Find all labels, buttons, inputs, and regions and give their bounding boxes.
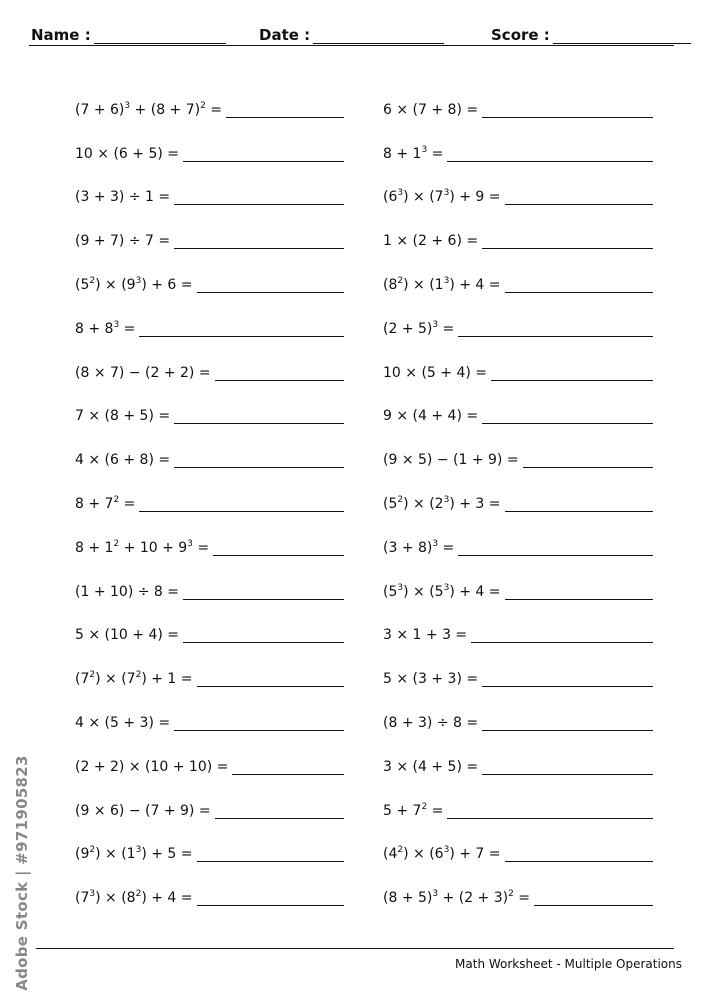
- problem-column-right: [383, 75, 653, 907]
- answer-blank[interactable]: [197, 891, 345, 906]
- problem-expression: $(4^2) \times (6^3) + 7$ =: [383, 845, 501, 863]
- answer-blank[interactable]: [183, 628, 344, 643]
- problem-expression: (9 × 5) − (1 + 9) =: [383, 452, 519, 469]
- problem-expression: 5 × (3 + 3) =: [383, 671, 479, 688]
- problem-row: [383, 294, 653, 338]
- answer-blank[interactable]: [523, 453, 653, 468]
- problem-row: [383, 732, 653, 776]
- problem-expression: 9 × (4 + 4) =: [383, 408, 479, 425]
- answer-blank[interactable]: [505, 847, 654, 862]
- footer-divider: [36, 948, 674, 949]
- problem-expression: $(5^3) \times (5^3) + 4$ =: [383, 582, 501, 600]
- problem-expression: 10 × (6 + 5) =: [75, 145, 179, 162]
- problem-expression: (9 × 6) − (7 + 9) =: [75, 802, 211, 819]
- problem-row: [75, 644, 344, 688]
- problem-expression: 3 × 1 + 3 =: [383, 627, 468, 644]
- answer-blank[interactable]: [174, 190, 344, 205]
- problem-row: [383, 425, 653, 469]
- answer-blank[interactable]: [482, 103, 653, 118]
- problem-row: [383, 820, 653, 864]
- answer-blank[interactable]: [482, 716, 653, 731]
- score-field: [491, 22, 691, 44]
- problem-expression: $(2 + 5)^3$ =: [383, 319, 455, 337]
- problem-expression: $(8 + 5)^3 + (2 + 3)^2$ =: [383, 889, 531, 907]
- answer-blank[interactable]: [197, 847, 345, 862]
- answer-blank[interactable]: [505, 585, 654, 600]
- problem-row: [75, 469, 344, 513]
- header-divider: [29, 45, 674, 46]
- problem-expression: (3 + 3) ÷ 1 =: [75, 189, 171, 206]
- problem-row: [75, 382, 344, 426]
- footer-title: Math Worksheet - Multiple Operations: [455, 957, 682, 971]
- answer-blank[interactable]: [482, 409, 653, 424]
- problem-row: [75, 250, 344, 294]
- problem-expression: 3 × (4 + 5) =: [383, 758, 479, 775]
- problem-expression: $(7^2) \times (7^2) + 1$ =: [75, 670, 193, 688]
- problem-row: [75, 294, 344, 338]
- problem-row: [383, 75, 653, 119]
- problem-row: [75, 732, 344, 776]
- watermark: [8, 755, 36, 991]
- answer-blank[interactable]: [232, 760, 344, 775]
- answer-blank[interactable]: [505, 190, 654, 205]
- problem-expression: 10 × (5 + 4) =: [383, 364, 487, 381]
- problem-row: [75, 776, 344, 820]
- problem-expression: $(7 + 6)^3 + (8 + 7)^2$ =: [75, 100, 223, 118]
- problem-row: [383, 644, 653, 688]
- problem-expression: 4 × (6 + 8) =: [75, 452, 171, 469]
- problem-expression: $(5^2) \times (9^3) + 6$ =: [75, 275, 193, 293]
- answer-blank[interactable]: [197, 672, 345, 687]
- answer-blank[interactable]: [505, 278, 654, 293]
- problem-row: [75, 863, 344, 907]
- score-label: Score :: [491, 26, 550, 44]
- answer-blank[interactable]: [197, 278, 345, 293]
- answer-blank[interactable]: [534, 891, 653, 906]
- score-blank[interactable]: [553, 27, 691, 44]
- answer-blank[interactable]: [213, 541, 344, 556]
- problem-row: [383, 601, 653, 645]
- watermark-text: Adobe Stock | #971905823: [13, 755, 31, 991]
- answer-blank[interactable]: [183, 147, 344, 162]
- problem-expression: (8 + 3) ÷ 8 =: [383, 714, 479, 731]
- answer-blank[interactable]: [458, 322, 653, 337]
- problem-row: [383, 863, 653, 907]
- problem-expression: (1 + 10) ÷ 8 =: [75, 583, 179, 600]
- problem-row: [75, 75, 344, 119]
- answer-blank[interactable]: [215, 366, 344, 381]
- answer-blank[interactable]: [482, 672, 653, 687]
- problem-expression: $(8^2) \times (1^3) + 4$ =: [383, 275, 501, 293]
- answer-blank[interactable]: [482, 760, 653, 775]
- problem-column-left: [75, 75, 344, 907]
- problem-row: [383, 557, 653, 601]
- date-blank[interactable]: [313, 27, 444, 44]
- problem-expression: $(5^2) \times (2^3) + 3$ =: [383, 494, 501, 512]
- problem-row: [75, 338, 344, 382]
- problem-expression: $(9^2) \times (1^3) + 5$ =: [75, 845, 193, 863]
- date-field: [259, 22, 444, 44]
- problem-row: [75, 601, 344, 645]
- problem-row: [75, 119, 344, 163]
- problem-expression: (2 + 2) × (10 + 10) =: [75, 758, 229, 775]
- problem-expression: (8 × 7) − (2 + 2) =: [75, 364, 211, 381]
- problem-expression: $(7^3) \times (8^2) + 4$ =: [75, 889, 193, 907]
- problem-row: [383, 469, 653, 513]
- problem-expression: $8 + 8^3$ =: [75, 319, 136, 337]
- problem-row: [75, 820, 344, 864]
- problem-row: [75, 163, 344, 207]
- problem-expression: 1 × (2 + 6) =: [383, 233, 479, 250]
- problem-row: [383, 513, 653, 557]
- problem-row: [383, 206, 653, 250]
- problem-expression: (9 + 7) ÷ 7 =: [75, 233, 171, 250]
- problem-row: [383, 338, 653, 382]
- problem-expression: $(3 + 8)^3$ =: [383, 538, 455, 556]
- problem-expression: $8 + 7^2$ =: [75, 494, 136, 512]
- problem-row: [383, 776, 653, 820]
- problem-expression: 5 × (10 + 4) =: [75, 627, 179, 644]
- answer-blank[interactable]: [447, 804, 653, 819]
- problem-row: [383, 382, 653, 426]
- problem-row: [383, 119, 653, 163]
- answer-blank[interactable]: [482, 234, 653, 249]
- problem-row: [383, 250, 653, 294]
- answer-blank[interactable]: [174, 409, 344, 424]
- answer-blank[interactable]: [215, 804, 344, 819]
- answer-blank[interactable]: [226, 103, 344, 118]
- problem-expression: 7 × (8 + 5) =: [75, 408, 171, 425]
- answer-blank[interactable]: [491, 366, 653, 381]
- name-blank[interactable]: [94, 27, 226, 44]
- answer-blank[interactable]: [183, 585, 344, 600]
- answer-blank[interactable]: [174, 234, 344, 249]
- problem-row: [75, 557, 344, 601]
- answer-blank[interactable]: [139, 322, 344, 337]
- name-field: [31, 22, 226, 44]
- problem-row: [75, 513, 344, 557]
- problem-row: [75, 206, 344, 250]
- name-label: Name :: [31, 26, 91, 44]
- problem-row: [383, 688, 653, 732]
- problem-expression: $5 + 7^2$ =: [383, 801, 444, 819]
- date-label: Date :: [259, 26, 311, 44]
- answer-blank[interactable]: [505, 497, 654, 512]
- problem-row: [383, 163, 653, 207]
- problem-expression: $8 + 1^3$ =: [383, 144, 444, 162]
- problem-row: [75, 425, 344, 469]
- problem-expression: 4 × (5 + 3) =: [75, 714, 171, 731]
- problem-row: [75, 688, 344, 732]
- problem-expression: $(6^3) \times (7^3) + 9$ =: [383, 188, 501, 206]
- answer-blank[interactable]: [139, 497, 344, 512]
- problem-expression: $8 + 1^2 + 10 + 9^3$ =: [75, 538, 210, 556]
- answer-blank[interactable]: [174, 716, 344, 731]
- problem-expression: 6 × (7 + 8) =: [383, 101, 479, 118]
- answer-blank[interactable]: [174, 453, 344, 468]
- answer-blank[interactable]: [458, 541, 653, 556]
- answer-blank[interactable]: [471, 628, 653, 643]
- answer-blank[interactable]: [447, 147, 653, 162]
